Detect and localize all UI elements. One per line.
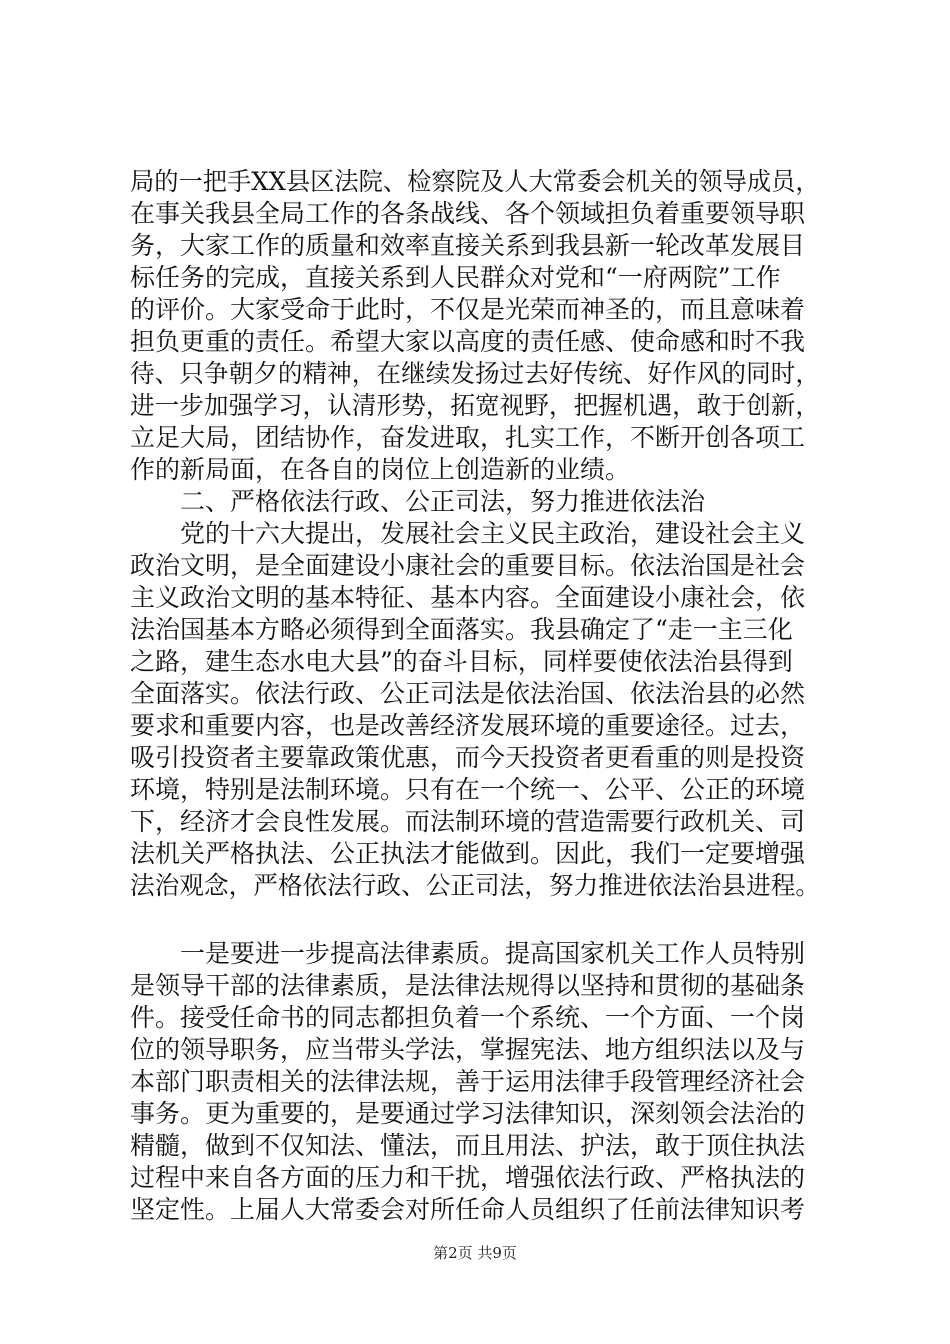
text-line: 在事关我县全局工作的各条战线、各个领域担负着重要领导职	[130, 199, 806, 228]
text-line: 是领导干部的法律素质，是法律法规得以坚持和贯彻的基础条	[130, 971, 806, 1000]
text-line: 务，大家工作的质量和效率直接关系到我县新一轮改革发展目	[130, 231, 806, 260]
text-line: 一是要进一步提高法律素质。提高国家机关工作人员特别	[130, 939, 806, 968]
text-line: 立足大局，团结协作，奋发进取，扎实工作，不断开创各项工	[130, 423, 806, 452]
text-line: 事务。更为重要的，是要通过学习法律知识，深刻领会法治的	[130, 1099, 806, 1128]
text-line: 本部门职责相关的法律法规，善于运用法律手段管理经济社会	[130, 1067, 806, 1096]
text-line: 要求和重要内容，也是改善经济发展环境的重要途径。过去，	[130, 711, 806, 740]
text-line: 党的十六大提出，发展社会主义民主政治，建设社会主义	[130, 519, 806, 548]
text-line: 局的一把手XX县区法院、检察院及人大常委会机关的领导成员，	[130, 167, 820, 196]
text-line: 二、严格依法行政、公正司法，努力推进依法治	[130, 487, 706, 516]
text-line: 担负更重的责任。希望大家以高度的责任感、使命感和时不我	[130, 327, 806, 356]
text-line: 之路，建生态水电大县”的奋斗目标，同样要使依法治县得到	[130, 647, 793, 676]
text-line: 全面落实。依法行政、公正司法是依法治国、依法治县的必然	[130, 679, 806, 708]
text-line: 的评价。大家受命于此时，不仅是光荣而神圣的，而且意味着	[130, 295, 806, 324]
text-line: 标任务的完成，直接关系到人民群众对党和“一府两院”工作	[130, 263, 781, 292]
text-line: 精髓，做到不仅知法、懂法，而且用法、护法，敢于顶住执法	[130, 1131, 806, 1160]
text-line: 法治国基本方略必须得到全面落实。我县确定了“走一主三化	[130, 615, 793, 644]
text-line: 待、只争朝夕的精神，在继续发扬过去好传统、好作风的同时，	[130, 359, 821, 388]
text-line: 作的新局面，在各自的岗位上创造新的业绩。	[130, 455, 631, 484]
text-line: 件。接受任命书的同志都担负着一个系统、一个方面、一个岗	[130, 1003, 806, 1032]
text-line: 下，经济才会良性发展。而法制环境的营造需要行政机关、司	[130, 807, 806, 836]
text-line: 进一步加强学习，认清形势，拓宽视野，把握机遇，敢于创新，	[130, 391, 821, 420]
text-line: 政治文明，是全面建设小康社会的重要目标。依法治国是社会	[130, 551, 806, 580]
text-line: 环境，特别是法制环境。只有在一个统一、公平、公正的环境	[130, 775, 806, 804]
text-line: 坚定性。上届人大常委会对所任命人员组织了任前法律知识考	[130, 1195, 806, 1224]
page-footer: 第2页 共9页	[433, 1244, 517, 1262]
text-line: 位的领导职务，应当带头学法，掌握宪法、地方组织法以及与	[130, 1035, 806, 1064]
text-line: 过程中来自各方面的压力和干扰，增强依法行政、严格执法的	[130, 1163, 806, 1192]
text-line: 法治观念，严格依法行政、公正司法，努力推进依法治县进程。	[130, 871, 821, 900]
text-line: 主义政治文明的基本特征、基本内容。全面建设小康社会，依	[130, 583, 806, 612]
text-line: 吸引投资者主要靠政策优惠，而今天投资者更看重的则是投资	[130, 743, 806, 772]
text-line: 法机关严格执法、公正执法才能做到。因此，我们一定要增强	[130, 839, 806, 868]
